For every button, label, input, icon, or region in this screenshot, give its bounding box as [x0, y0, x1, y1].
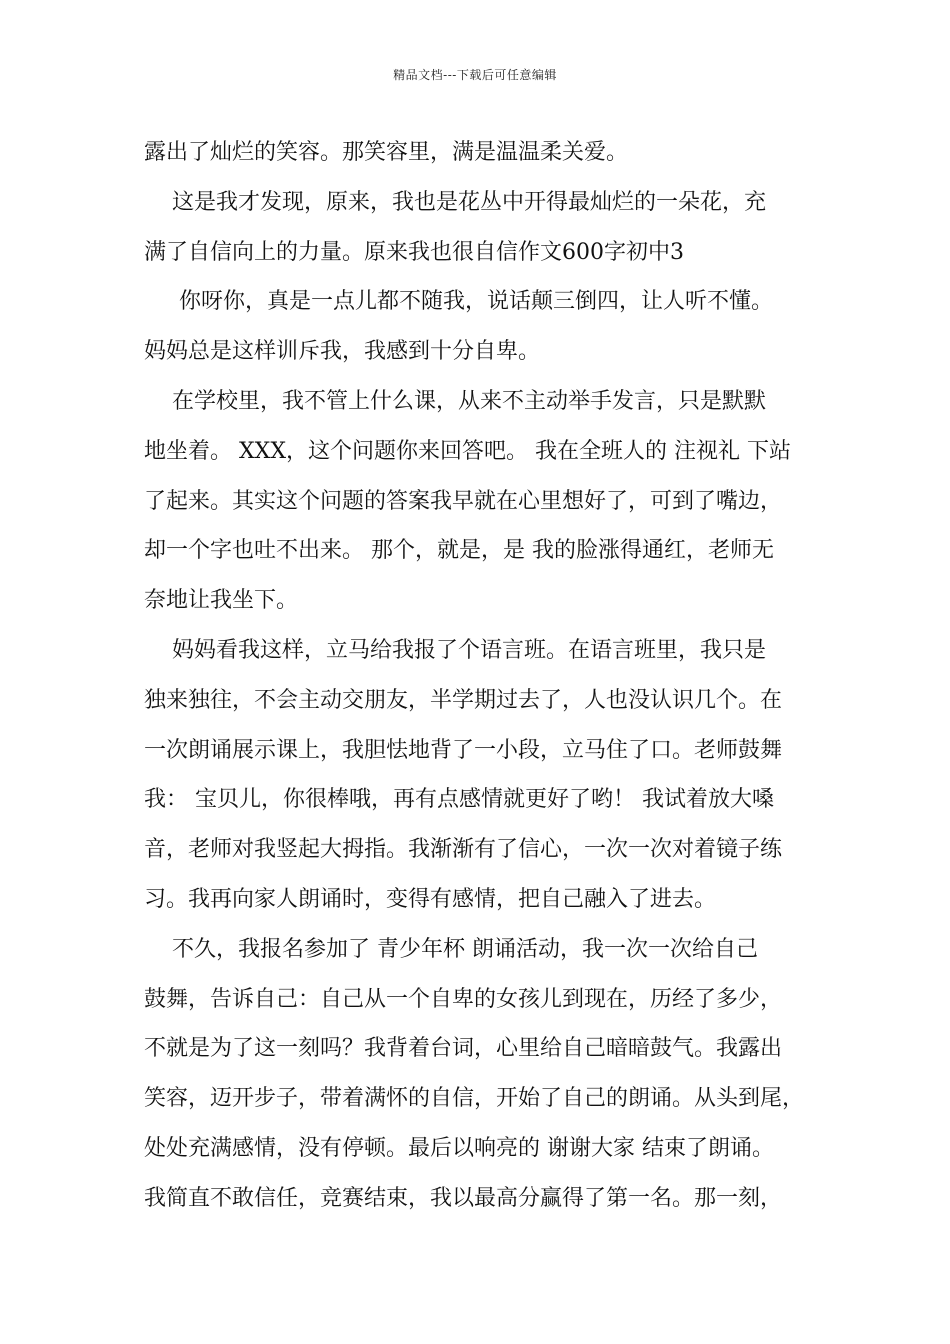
text-line: 我： 宝贝儿，你很棒哦，再有点感情就更好了哟！ 我试着放大嗓	[144, 787, 774, 813]
text-line: 我简直不敢信任，竞赛结束，我以最高分赢得了第一名。那一刻，	[144, 1185, 783, 1211]
text-line: 一次朗诵展示课上，我胆怯地背了一小段，立马住了口。老师鼓舞	[144, 737, 783, 763]
text-line: 不久，我报名参加了 青少年杯 朗诵活动，我一次一次给自己	[144, 936, 758, 962]
text-line: 鼓舞，告诉自己：自己从一个自卑的女孩儿到现在，历经了多少，	[144, 986, 783, 1012]
text-line: 习。我再向家人朗诵时，变得有感情，把自己融入了进去。	[144, 886, 717, 912]
text-line: 却一个字也吐不出来。 那个，就是，是 我的脸涨得通红，老师无	[144, 538, 774, 564]
page-header: 精品文档---下载后可任意编辑	[393, 68, 557, 82]
text-line: 妈妈看我这样，立马给我报了个语言班。在语言班里，我只是	[144, 637, 766, 663]
text-line: 地坐着。 XXX，这个问题你来回答吧。 我在全班人的 注视礼 下站	[144, 438, 791, 464]
text-line: 妈妈总是这样训斥我，我感到十分自卑。	[144, 339, 541, 365]
document-body	[144, 128, 816, 1224]
text-line: 独来独往，不会主动交朋友，半学期过去了，人也没认识几个。在	[144, 687, 783, 713]
text-line: 露出了灿烂的笑容。那笑容里，满是温温柔关爱。	[144, 140, 629, 165]
text-line: 奈地让我坐下。	[144, 588, 299, 614]
text-line: 音，老师对我竖起大拇指。我渐渐有了信心，一次一次对着镜子练	[144, 837, 783, 863]
text-line: 这是我才发现，原来，我也是花丛中开得最灿烂的一朵花，充	[144, 189, 766, 215]
text-line: 不就是为了这一刻吗？我背着台词，心里给自己暗暗鼓气。我露出	[144, 1036, 783, 1062]
text-line: 笑容，迈开步子，带着满怀的自信，开始了自己的朗诵。从头到尾，	[144, 1086, 805, 1112]
text-line: 满了自信向上的力量。原来我也很自信作文600字初中3	[144, 239, 684, 265]
text-line: 在学校里，我不管上什么课，从来不主动举手发言，只是默默	[144, 388, 766, 414]
text-line: 你呀你，真是一点儿都不随我，说话颠三倒四，让人听不懂。	[144, 289, 773, 315]
text-line: 处处充满感情，没有停顿。最后以响亮的 谢谢大家 结束了朗诵。	[144, 1135, 774, 1161]
text-line: 了起来。其实这个问题的答案我早就在心里想好了，可到了嘴边，	[144, 488, 783, 514]
